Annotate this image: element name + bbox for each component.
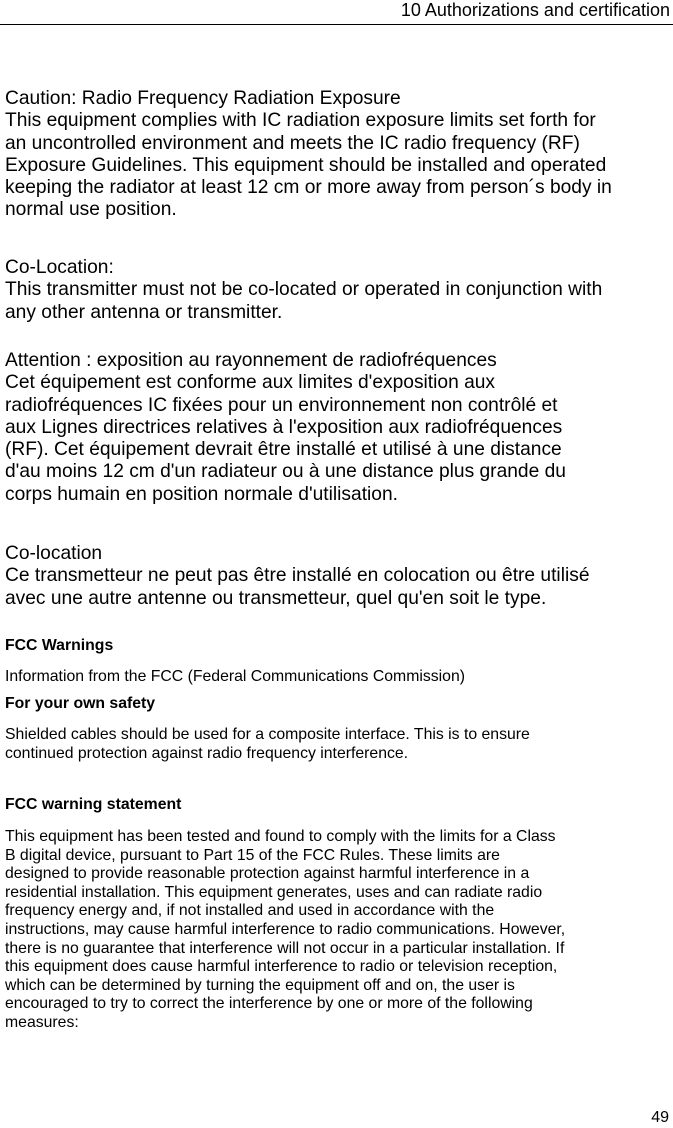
- fcc-info-line: Information from the FCC (Federal Communications Commission): [5, 668, 465, 685]
- fr-colocation-heading: Co-location: [5, 543, 103, 564]
- fr-rf-line: Cet équipement est conforme aux limites d'exposition aux: [5, 372, 496, 394]
- ic-rf-line: keeping the radiator at least 12 cm or more away from person´s body in: [5, 177, 612, 199]
- fcc-statement-line: measures:: [5, 1013, 79, 1031]
- ic-rf-line: an uncontrolled environment and meets the IC radio frequency (RF): [5, 132, 580, 154]
- fcc-warnings-heading: FCC Warnings: [5, 637, 114, 654]
- header-title: 10 Authorizations and certification: [400, 0, 670, 20]
- ic-rf-section: [5, 88, 612, 222]
- page-number: 49: [651, 1109, 669, 1126]
- ic-colocation-line: any other antenna or transmitter.: [5, 301, 283, 323]
- fcc-statement-line: B digital device, pursuant to Part 15 of the FCC Rules. These limits are: [5, 846, 500, 864]
- fr-rf-line: corps humain en position normale d'utilisation.: [5, 483, 398, 505]
- fcc-statement-heading: FCC warning statement: [5, 796, 182, 813]
- fcc-statement-line: there is no guarantee that interference will not occur in a particular installation. If: [5, 939, 565, 957]
- ic-rf-line: normal use position.: [5, 199, 177, 221]
- ic-rf-line: Exposure Guidelines. This equipment should be installed and operated: [5, 154, 607, 176]
- fr-rf-heading: Attention : exposition au rayonnement de radiofréquences: [5, 350, 497, 371]
- ic-colocation-heading: Co-Location:: [5, 257, 114, 278]
- fcc-statement-line: This equipment has been tested and found to comply with the limits for a Class: [5, 828, 556, 845]
- fcc-statement-line: which can be determined by turning the equipment off and on, the user is: [5, 976, 515, 994]
- fcc-safety-line: continued protection against radio frequency interference.: [5, 744, 409, 762]
- fcc-statement-line: encouraged to try to correct the interference by one or more of the following: [5, 995, 533, 1013]
- fr-colocation-line: Ce transmetteur ne peut pas être installé en colocation ou être utilisé: [5, 565, 590, 587]
- ic-rf-line: This equipment complies with IC radiation exposure limits set forth for: [5, 110, 596, 132]
- fr-rf-line: aux Lignes directrices relatives à l'exposition aux radiofréquences: [5, 416, 563, 438]
- fr-rf-line: (RF). Cet équipement devrait être installé et utilisé à une distance: [5, 439, 562, 461]
- fcc-statement-line: instructions, may cause harmful interference to radio communications. However,: [5, 920, 566, 938]
- fr-rf-line: radiofréquences IC fixées pour un environnement non contrôlé et: [5, 394, 558, 416]
- ic-colocation-line: This transmitter must not be co-located or operated in conjunction with: [5, 279, 603, 301]
- fcc-statement-line: this equipment does cause harmful interference to radio or television reception,: [5, 958, 558, 976]
- ic-rf-heading: Caution: Radio Frequency Radiation Exposure: [5, 88, 401, 109]
- fcc-safety-text: [5, 726, 530, 763]
- fcc-statement-line: frequency energy and, if not installed and used in accordance with the: [5, 902, 495, 920]
- page-header: [0, 0, 673, 25]
- fcc-safety-heading: For your own safety: [5, 695, 156, 712]
- fcc-statement-text: [5, 828, 565, 1033]
- fcc-safety-line: Shielded cables should be used for a composite interface. This is to ensure: [5, 726, 530, 743]
- fr-rf-line: d'au moins 12 cm d'un radiateur ou à une distance plus grande du: [5, 461, 566, 483]
- fr-colocation-section: [5, 543, 590, 610]
- fcc-statement-line: residential installation. This equipment generates, uses and can radiate radio: [5, 883, 543, 901]
- fr-rf-section: [5, 350, 566, 506]
- fcc-statement-line: designed to provide reasonable protection against harmful interference in a: [5, 865, 530, 883]
- ic-colocation-section: [5, 257, 602, 324]
- fr-colocation-line: avec une autre antenne ou transmetteur, quel qu'en soit le type.: [5, 587, 547, 609]
